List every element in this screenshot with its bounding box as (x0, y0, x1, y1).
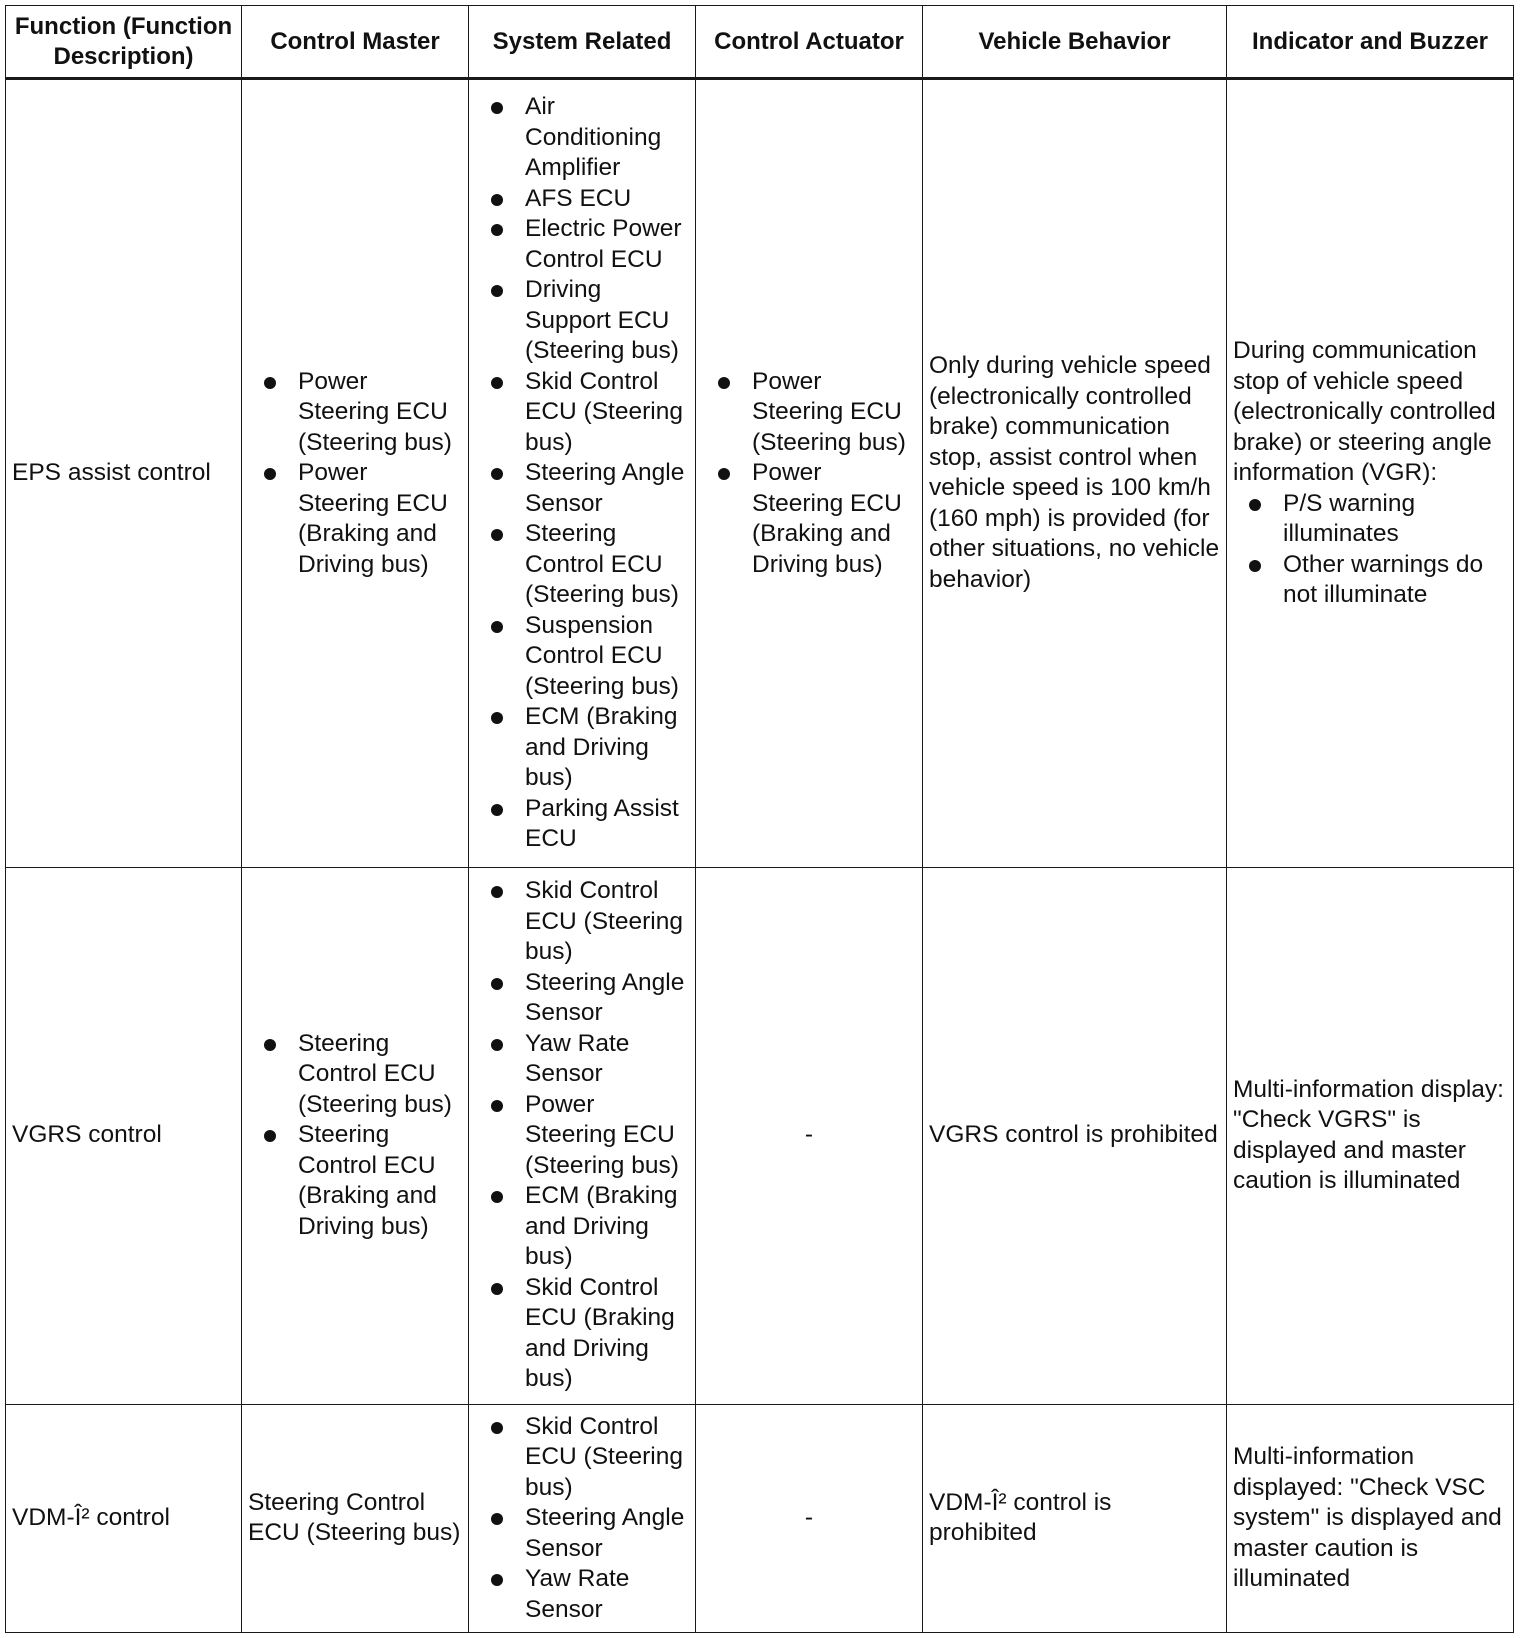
system-related-cell (469, 1404, 696, 1632)
list-item: Steering Control ECU (Steering bus) (475, 519, 689, 611)
header-function: Function (Function Description) (6, 6, 242, 79)
list-item: Steering Control ECU (Steering bus) (248, 1029, 462, 1121)
list-item: Power Steering ECU (Braking and Driving bus) (702, 458, 916, 580)
list-item: Power Steering ECU (Braking and Driving bus) (248, 458, 462, 580)
list-item: Power Steering ECU (Steering bus) (475, 1090, 689, 1182)
header-control-actuator: Control Actuator (696, 6, 923, 79)
list-item: Air Conditioning Amplifier (475, 92, 689, 184)
list-item: Skid Control ECU (Steering bus) (475, 1412, 689, 1504)
control-actuator-cell: - (696, 867, 923, 1404)
list-item: Skid Control ECU (Steering bus) (475, 876, 689, 968)
list-item: AFS ECU (475, 184, 689, 215)
list-item: Skid Control ECU (Braking and Driving bus) (475, 1273, 689, 1395)
vehicle-behavior-cell: Only during vehicle speed (electronically controlled brake) communication stop, assist control when vehicle speed is 100 km/h (160 mph) is provided (for other situations, no vehicle behavior) (923, 79, 1227, 868)
header-indicator-buzzer: Indicator and Buzzer (1227, 6, 1514, 79)
system-related-cell (469, 79, 696, 868)
control-master-cell: Steering Control ECU (Steering bus) (242, 1404, 469, 1632)
vehicle-behavior-cell: VGRS control is prohibited (923, 867, 1227, 1404)
list-item: Yaw Rate Sensor (475, 1564, 689, 1625)
header-vehicle-behavior: Vehicle Behavior (923, 6, 1227, 79)
indicator-cell: Multi-information displayed: "Check VSC system" is displayed and master caution is illuminated (1227, 1404, 1514, 1632)
control-actuator-cell: - (696, 1404, 923, 1632)
control-actuator-cell (696, 79, 923, 868)
function-cell: VGRS control (6, 867, 242, 1404)
list-item: P/S warning illuminates (1233, 489, 1507, 550)
system-related-cell (469, 867, 696, 1404)
list-item: Skid Control ECU (Steering bus) (475, 367, 689, 459)
list-item: Driving Support ECU (Steering bus) (475, 275, 689, 367)
indicator-cell (1227, 79, 1514, 868)
control-master-cell (242, 79, 469, 868)
list-item: ECM (Braking and Driving bus) (475, 1181, 689, 1273)
function-cell: EPS assist control (6, 79, 242, 868)
list-item: Other warnings do not illuminate (1233, 550, 1507, 611)
header-control-master: Control Master (242, 6, 469, 79)
indicator-text: During communication stop of vehicle speed (electronically controlled brake) or steering angle information (VGR): (1233, 337, 1496, 486)
table-row (6, 79, 1514, 868)
list-item: Suspension Control ECU (Steering bus) (475, 611, 689, 703)
list-item: Parking Assist ECU (475, 794, 689, 855)
list-item: Power Steering ECU (Steering bus) (248, 367, 462, 459)
function-table (5, 5, 1514, 1633)
list-item: Yaw Rate Sensor (475, 1029, 689, 1090)
table-row (6, 867, 1514, 1404)
list-item: Steering Angle Sensor (475, 1503, 689, 1564)
indicator-cell: Multi-information display: "Check VGRS" is displayed and master caution is illuminated (1227, 867, 1514, 1404)
header-row (6, 6, 1514, 79)
list-item: Steering Angle Sensor (475, 968, 689, 1029)
table-row (6, 1404, 1514, 1632)
list-item: Power Steering ECU (Steering bus) (702, 367, 916, 459)
header-system-related: System Related (469, 6, 696, 79)
list-item: ECM (Braking and Driving bus) (475, 702, 689, 794)
control-master-cell (242, 867, 469, 1404)
list-item: Steering Angle Sensor (475, 458, 689, 519)
function-cell: VDM-Î² control (6, 1404, 242, 1632)
list-item: Electric Power Control ECU (475, 214, 689, 275)
list-item: Steering Control ECU (Braking and Driving bus) (248, 1120, 462, 1242)
vehicle-behavior-cell: VDM-Î² control is prohibited (923, 1404, 1227, 1632)
